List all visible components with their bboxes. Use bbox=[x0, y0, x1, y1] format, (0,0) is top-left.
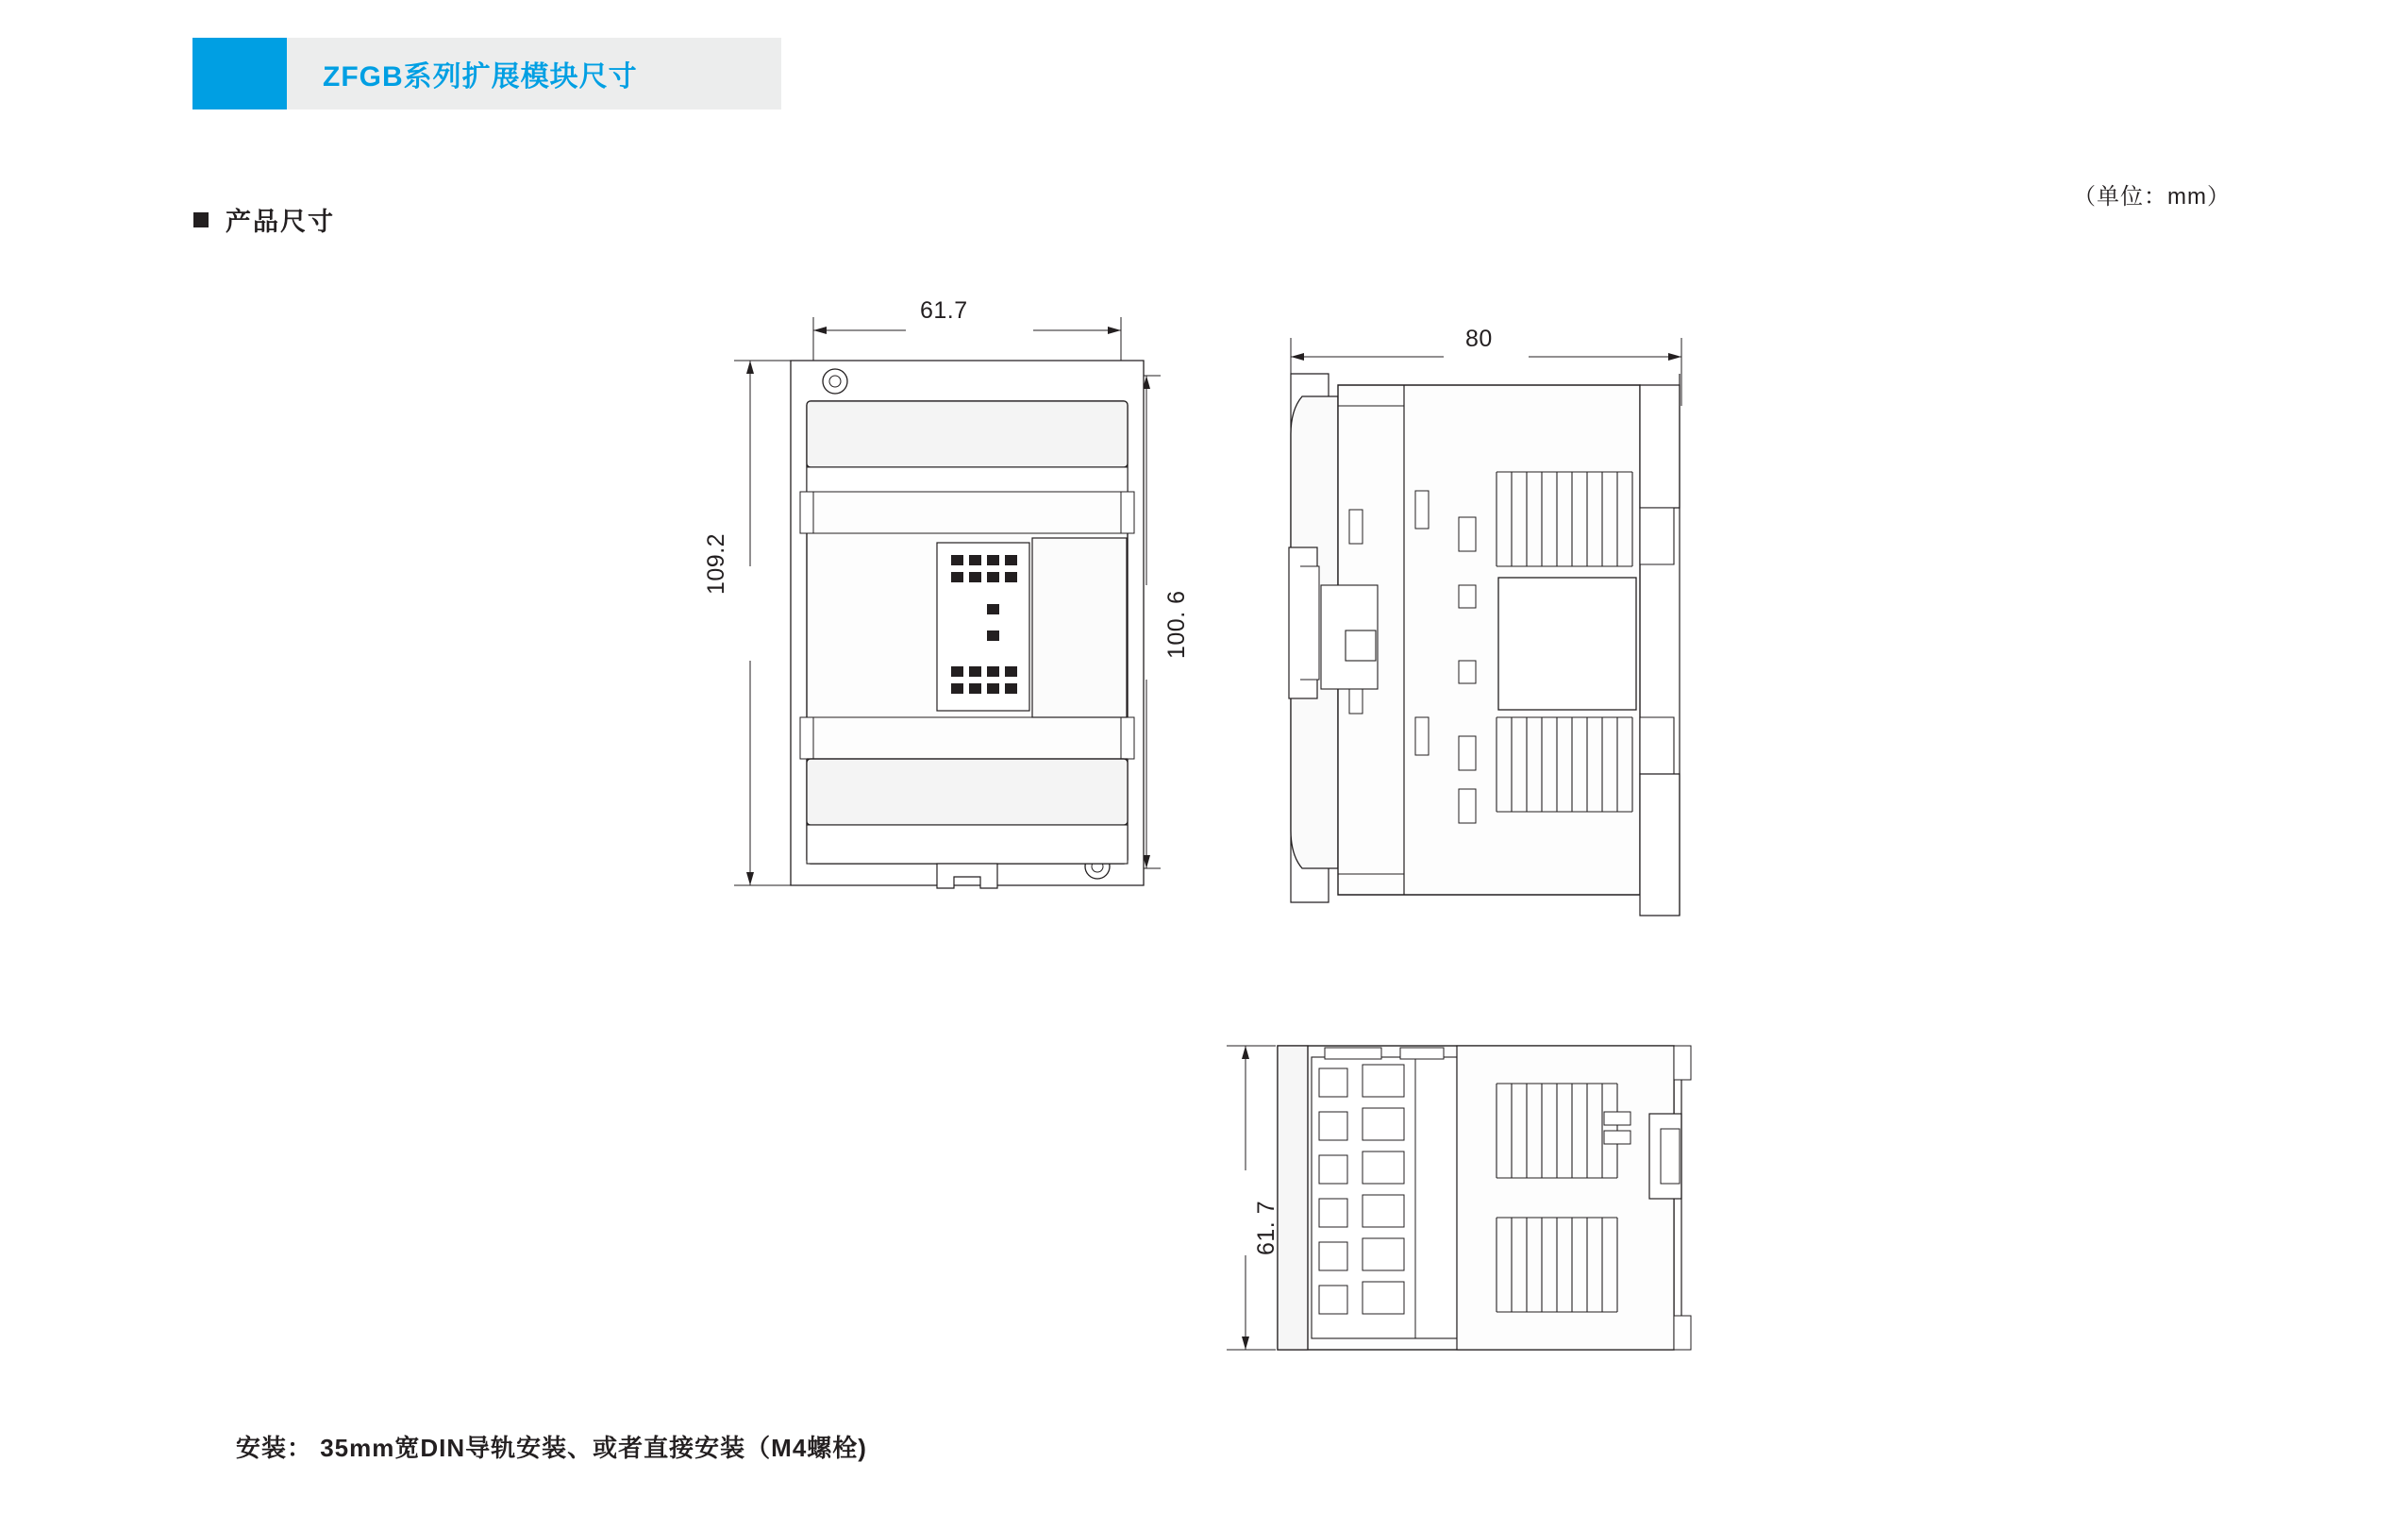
dim-side-width-label: 80 bbox=[1465, 326, 1493, 352]
front-view-drawing bbox=[734, 317, 1161, 888]
installation-note: 安装： 35mm宽DIN导轨安装、或者直接安装（M4螺栓) bbox=[236, 1434, 867, 1462]
top-view-drawing bbox=[1227, 1046, 1691, 1350]
section-heading-label: 产品尺寸 bbox=[226, 208, 335, 236]
side-view-drawing bbox=[1289, 338, 1681, 916]
dim-top-height-label: 61. 7 bbox=[1253, 1200, 1279, 1255]
dim-front-outer-height-label: 109.2 bbox=[703, 532, 729, 595]
dim-front-inner-height-label: 100. 6 bbox=[1163, 590, 1190, 659]
page-title: ZFGB系列扩展模块尺寸 bbox=[323, 61, 638, 92]
unit-note: （单位：mm） bbox=[2073, 184, 2231, 210]
dim-front-width-label: 61.7 bbox=[920, 297, 968, 324]
